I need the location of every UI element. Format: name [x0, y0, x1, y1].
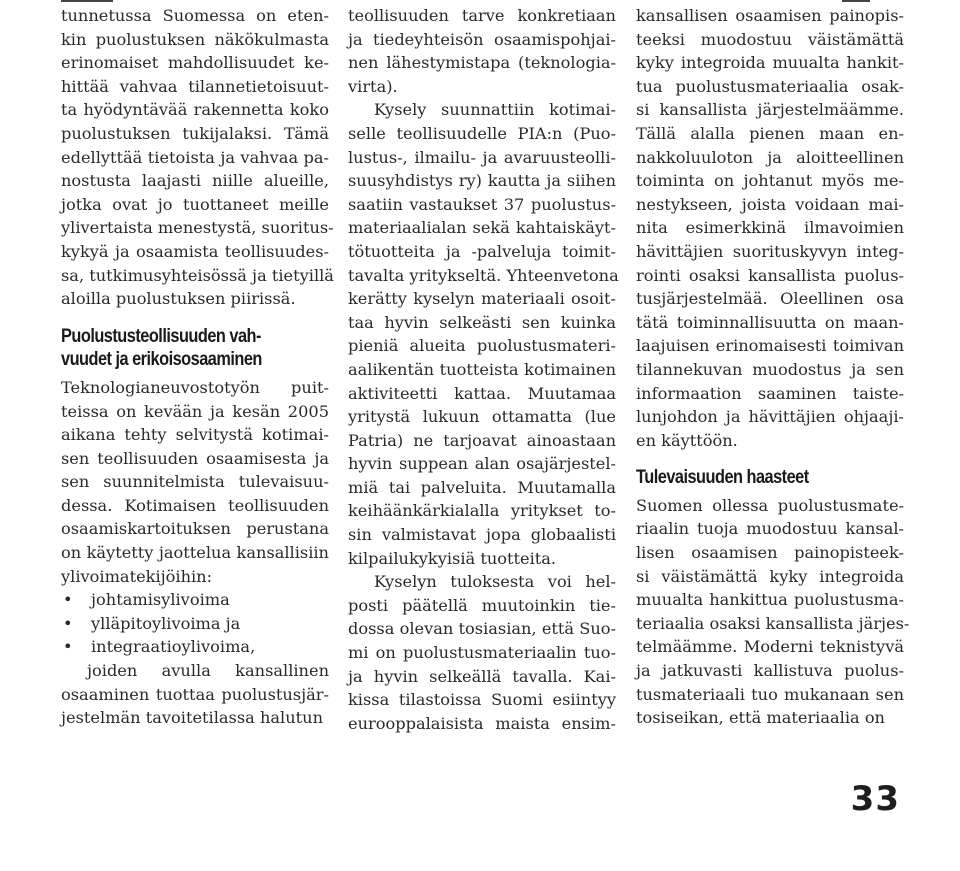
paragraph [348, 570, 616, 735]
text-line: sa, tutkimusyhteisössä ja tietyillä [61, 265, 334, 285]
text-line: tua puolustusmateriaalia osak- [636, 76, 904, 96]
text-line: nestykseen, joista voidaan mai- [636, 194, 904, 214]
text-line: materiaalialan sekä kahtaiskäyt- [348, 218, 616, 238]
text-line: kykyä ja osaamista teollisuudes- [61, 241, 329, 261]
paragraph [636, 4, 904, 452]
bullet-text: integraatioylivoima, [91, 637, 256, 657]
text-line: toiminta on johtanut myös me- [636, 171, 904, 191]
text-line: edellyttää tietoista ja vahvaa pa- [61, 147, 329, 167]
text-line: sin valmistavat jopa globaalisti [348, 525, 616, 545]
text-line: tilannekuvan muodostus ja sen [636, 359, 904, 379]
text-line: aloilla puolustuksen piirissä. [61, 289, 296, 309]
text-line: aikana tehty selvitystä kotimai- [61, 425, 329, 445]
text-line: tunnetussa Suomessa on eten- [61, 6, 329, 25]
text-line: kyky integroida muualta hankit- [636, 53, 904, 73]
text-line: telmäämme. Moderni teknistyvä [636, 637, 904, 657]
text-line: virta). [348, 76, 398, 96]
text-line: yritystä lukuun ottamatta (lue [348, 407, 616, 427]
text-line: si kansallista järjestelmäämme. [636, 100, 904, 120]
text-line: tötuotteita ja -palveluja toimit- [348, 241, 616, 261]
text-line: eurooppalaisista maista ensim- [348, 713, 616, 733]
paragraph [636, 494, 910, 730]
text-line: osaaminen tuottaa puolustusjär- [61, 684, 329, 704]
heading-spacer [61, 311, 329, 325]
text-line: informaation saaminen taiste- [636, 383, 904, 403]
text-line: jotka ovat jo tuottaneet meille [61, 194, 329, 214]
text-line: Tällä alalla pienen maan en- [636, 123, 904, 143]
text-line: erinomaiset mahdollisuudet ke- [61, 53, 329, 73]
bullet-dot-icon: • [63, 637, 73, 657]
text-line: teollisuuden tarve konkretiaan [348, 6, 616, 25]
text-line: aalikentän tuotteista kotimainen [348, 359, 616, 379]
text-line: on käytetty jaottelua kansallisiin [61, 543, 329, 563]
text-line: teriaalia osaksi kansallista järjes- [636, 613, 910, 633]
top-rule-left [61, 0, 113, 2]
text-column-middle [348, 4, 619, 735]
text-line: ta hyödyntävää rakennetta koko [61, 100, 329, 120]
text-line: kerätty kyselyn materiaali osoit- [348, 289, 616, 309]
text-line: nita esimerkkinä ilmavoimien [636, 218, 904, 238]
text-line: tusmateriaali tuo mukanaan sen [636, 684, 904, 704]
text-line: lunjohdon ja hävittäjien ohjaaji- [636, 407, 904, 427]
section-heading-line: vuudet ja erikoisosaaminen [61, 349, 262, 371]
text-line: ylivertaista menestystä, suoritus- [61, 218, 334, 238]
text-line: taa hyvin selkeästi sen kuinka [348, 312, 616, 332]
paragraph [61, 4, 334, 311]
text-line: kin puolustuksen näkökulmasta [61, 29, 329, 49]
text-line: Patria) ne tarjoavat ainoastaan [348, 430, 616, 450]
text-line: osaamiskartoituksen perustana [61, 519, 329, 539]
text-line: nostusta laajasti niille alueille, [61, 171, 329, 191]
text-line: teeksi muodostuu väistämättä [636, 29, 904, 49]
text-line: tätä toiminnallisuutta on maan- [636, 312, 904, 332]
paragraph [61, 376, 329, 588]
bullet-list [61, 588, 329, 659]
text-line: hyvin suppean alan osajärjestel- [348, 454, 616, 474]
text-line: Kyselyn tuloksesta voi hel- [374, 572, 616, 592]
bullet-text: ylläpitoylivoima ja [91, 613, 241, 633]
text-line: hittää vahvaa tilannetietoisuut- [61, 76, 329, 96]
heading-spacer [636, 452, 904, 466]
bullet-dot-icon: • [63, 590, 73, 610]
text-line: keihäänkärkialalla yritykset to- [348, 501, 616, 521]
text-line: dessa. Kotimaisen teollisuuden [61, 495, 329, 515]
text-line: tosiseikan, että materiaalia on [636, 708, 885, 728]
bullet-item [61, 612, 329, 636]
paragraph [348, 98, 619, 570]
text-line: miä tai palveluita. Muutamalla [348, 477, 616, 497]
text-line: Kysely suunnattiin kotimai- [374, 100, 616, 120]
text-line: Suomen ollessa puolustusmate- [636, 495, 904, 515]
text-line: lustus-, ilmailu- ja avaruusteolli- [348, 147, 616, 167]
text-line: tavalta yritykseltä. Yhteenvetona [348, 265, 619, 285]
text-line: ja tiedeyhteisön osaamispohjai- [348, 29, 616, 49]
text-line: ja jatkuvasti kallistuva puolus- [636, 661, 904, 681]
text-line: kissa tilastoissa Suomi esiintyy [348, 690, 616, 710]
text-line: kansallisen osaamisen painopis- [636, 6, 904, 25]
text-line: saatiin vastaukset 37 puolustus- [348, 194, 616, 214]
text-line: en käyttöön. [636, 430, 738, 450]
text-line: rointi osaksi kansallista puolus- [636, 265, 904, 285]
section-heading-line: Puolustusteollisuuden vah- [61, 325, 261, 347]
text-line: nen lähestymistapa (teknologia- [348, 53, 616, 73]
text-column-left [61, 4, 334, 730]
text-line: teissa on kevään ja kesän 2005 [61, 401, 329, 421]
text-column-right [636, 4, 910, 730]
text-line: posti päätellä muutoinkin tie- [348, 595, 616, 615]
text-line: lisen osaamisen painopisteek- [636, 543, 904, 563]
text-line: sen suunnitelmista tulevaisuu- [61, 472, 329, 492]
page-number: 33 [850, 779, 900, 819]
text-line: dossa olevan tosiasian, että Suo- [348, 619, 616, 639]
text-line: selle teollisuudelle PIA:n (Puo- [348, 123, 616, 143]
text-line: riaalin tuoja muodostuu kansal- [636, 519, 904, 539]
text-line: joiden avulla kansallinen [87, 661, 329, 681]
text-line: Teknologianeuvostotyön puit- [61, 377, 329, 397]
paragraph [61, 659, 329, 730]
text-line: mi on puolustusmateriaalin tuo- [348, 643, 616, 663]
bullet-text: johtamisylivoima [91, 590, 230, 610]
text-line: kilpailukykyisiä tuotteita. [348, 548, 557, 568]
text-line: jestelmän tavoitetilassa halutun [61, 708, 324, 728]
text-line: aktiviteetti kattaa. Muutamaa [348, 383, 616, 403]
bullet-dot-icon: • [63, 613, 73, 633]
text-line: nakkoluuloton ja aloitteellinen [636, 147, 904, 167]
text-line: sen teollisuuden osaamisesta ja [61, 448, 329, 468]
text-line: ylivoimatekijöihin: [61, 566, 213, 586]
text-line: si väistämättä kyky integroida [636, 566, 904, 586]
bullet-item [61, 635, 329, 659]
text-line: tusjärjestelmää. Oleellinen osa [636, 289, 904, 309]
top-rule-right [842, 0, 870, 2]
bullet-item [61, 588, 329, 612]
text-line: suusyhdistys ry) kautta ja siihen [348, 171, 616, 191]
text-line: hävittäjien suorituskyvyn integ- [636, 241, 904, 261]
text-line: muualta hankittua puolustusma- [636, 590, 904, 610]
paragraph [348, 4, 616, 98]
text-line: puolustuksen tukijalaksi. Tämä [61, 123, 329, 143]
section-heading-line: Tulevaisuuden haasteet [636, 467, 809, 489]
text-line: ja hyvin selkeällä tavalla. Kai- [348, 666, 616, 686]
text-line: laajuisen erinomaisesti toimivan [636, 336, 904, 356]
text-line: pieniä alueita puolustusmateri- [348, 336, 616, 356]
